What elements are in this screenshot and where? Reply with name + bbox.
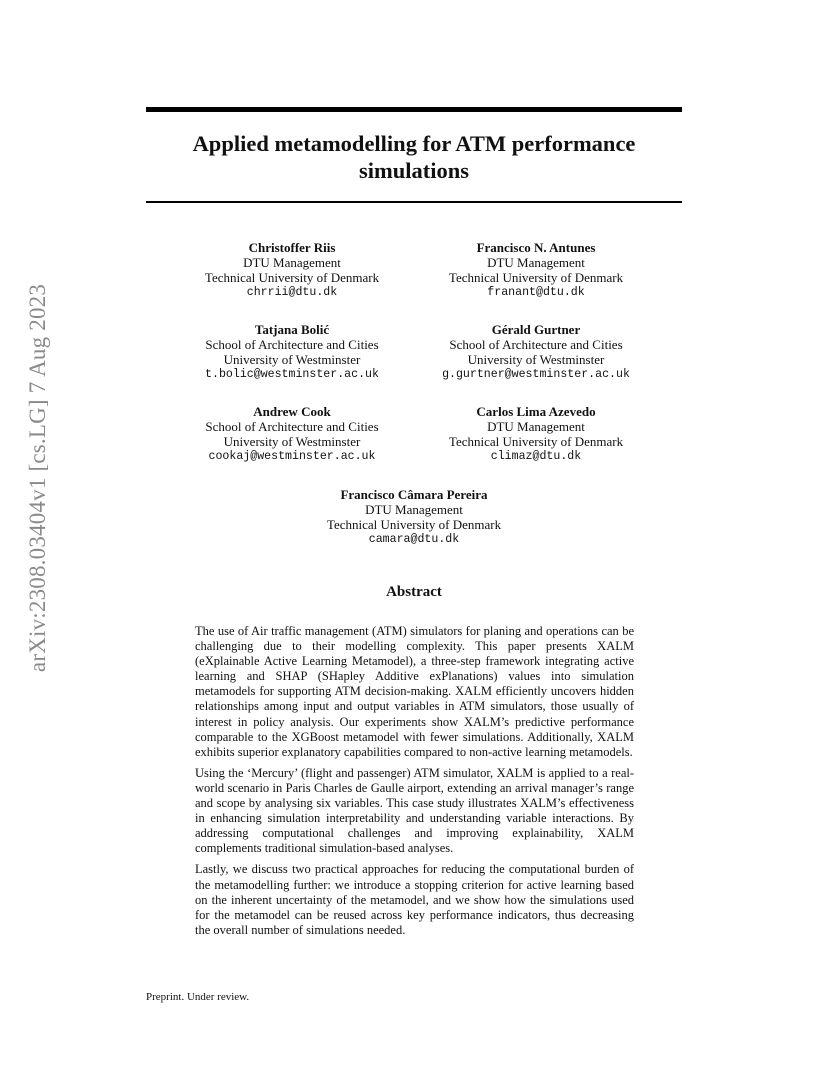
author-name: Andrew Cook (253, 404, 331, 419)
author-block (162, 404, 422, 464)
author-block (284, 487, 544, 547)
author-block (406, 240, 666, 300)
author-block (162, 322, 422, 382)
author-institution: Technical University of Denmark (204, 270, 380, 285)
author-affiliation: DTU Management (243, 255, 341, 270)
author-name: Francisco N. Antunes (476, 240, 596, 255)
abstract-heading: Abstract (386, 584, 442, 600)
author-block (406, 404, 666, 464)
preprint-note: Preprint. Under review. (146, 991, 250, 1003)
author-email[interactable]: chrrii@dtu.dk (246, 286, 338, 299)
author-email[interactable]: camara@dtu.dk (368, 533, 460, 546)
author-affiliation: DTU Management (365, 502, 463, 517)
abstract-paragraph: Using the ‘Mercury’ (flight and passenger) ATM simulator, XALM is applied to a real-world scenario in Paris Charles de Gaulle airport, extending an arrival manager’s range and scope by analysing six variables. This case study illustrates XALM’s effectiveness in enhancing simulation interpretability and understanding variable interactions. By addressing computational challenges and improving explainability, XALM complements traditional simulation-based analyses. (195, 765, 634, 856)
abstract-paragraph: The use of Air traffic management (ATM) simulators for planing and operations can be challenging due to their modelling complexity. This paper presents XALM (eXplainable Active Learning Metamodel), a three-step framework integrating active learning and SHAP (SHapley Additive exPlanations) values into simulation metamodels for supporting ATM decision-making. XALM efficiently uncovers hidden relationships among input and output variables in ATM simulators, those usually of interest in policy analysis. Our experiments show XALM’s predictive performance comparable to the XGBoost metamodel with fewer simulations. Additionally, XALM exhibits superior explanatory capabilities compared to non-active learning metamodels. (195, 624, 634, 759)
author-affiliation: School of Architecture and Cities (449, 337, 623, 352)
author-email[interactable]: franant@dtu.dk (487, 286, 585, 299)
author-institution: University of Westminster (223, 434, 361, 449)
author-email[interactable]: g.gurtner@westminster.ac.uk (442, 368, 630, 381)
author-name: Christoffer Riis (248, 240, 336, 255)
author-email[interactable]: cookaj@westminster.ac.uk (208, 450, 376, 463)
paper-title: Applied metamodelling for ATM performance simulations (192, 131, 636, 183)
title-bottom-rule (146, 201, 682, 203)
top-rule (146, 107, 682, 112)
author-affiliation: School of Architecture and Cities (205, 337, 379, 352)
author-institution: Technical University of Denmark (448, 270, 624, 285)
author-email[interactable]: climaz@dtu.dk (490, 450, 582, 463)
abstract-paragraph: Lastly, we discuss two practical approaches for reducing the computational burden of the metamodelling further: we introduce a stopping criterion for active learning based on the inherent uncertainty of the metamodel, and we show how the simulations used for the metamodel can be reused across key performance indicators, thus decreasing the overall number of simulations needed. (195, 862, 634, 937)
arxiv-identifier[interactable]: arXiv:2308.03404v1 [cs.LG] 7 Aug 2023 (25, 283, 50, 673)
author-affiliation: DTU Management (487, 419, 585, 434)
author-name: Tatjana Bolić (254, 322, 330, 337)
author-block (162, 240, 422, 300)
author-institution: Technical University of Denmark (448, 434, 624, 449)
author-institution: University of Westminster (223, 352, 361, 367)
author-name: Francisco Câmara Pereira (340, 487, 488, 502)
author-block (406, 322, 666, 382)
author-affiliation: School of Architecture and Cities (205, 419, 379, 434)
author-institution: Technical University of Denmark (326, 517, 502, 532)
author-affiliation: DTU Management (487, 255, 585, 270)
author-email[interactable]: t.bolic@westminster.ac.uk (205, 368, 379, 381)
author-name: Gérald Gurtner (491, 322, 581, 337)
author-institution: University of Westminster (467, 352, 605, 367)
author-name: Carlos Lima Azevedo (476, 404, 596, 419)
abstract-body (195, 624, 634, 944)
